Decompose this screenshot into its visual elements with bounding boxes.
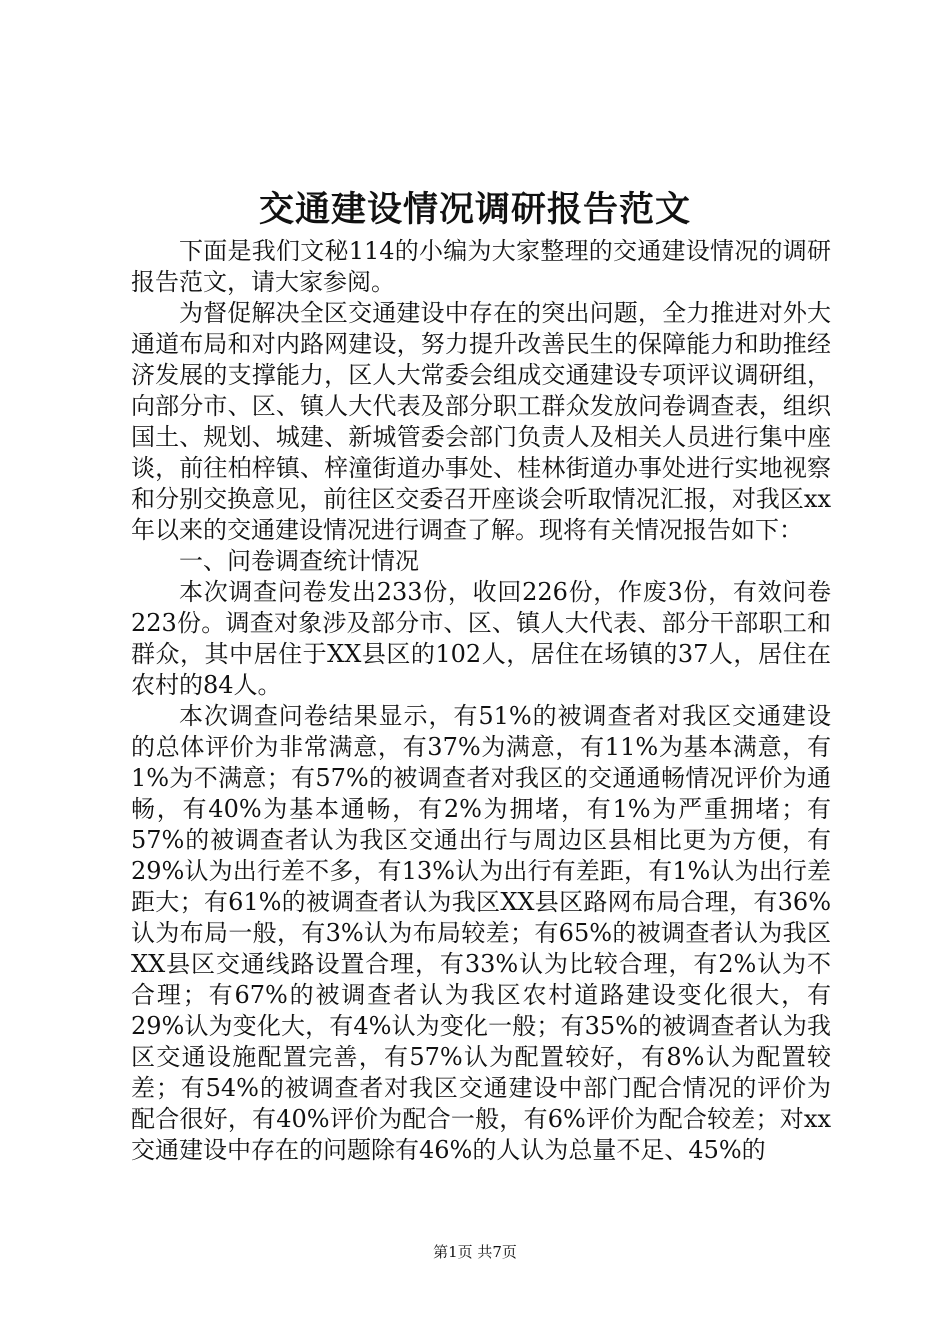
paragraph-intro: 下面是我们文秘114的小编为大家整理的交通建设情况的调研报告范文，请大家参阅。	[131, 237, 831, 296]
paragraph-background: 为督促解决全区交通建设中存在的突出问题，全力推进对外大通道布局和对内路网建设，努力提升改善民生的保障能力和助推经济发展的支撑能力，区人大常委会组成交通建设专项评议调研组，向部分市、区、镇人大代表及部分职工群众发放问卷调查表，组织国土、规划、城建、新城管委会部门负责人及相关人员进行集中座谈，前往柏梓镇、梓潼街道办事处、桂林街道办事处进行实地视察和分别交换意见，前往区交委召开座谈会听取情况汇报，对我区xx年以来的交通建设情况进行调查了解。现将有关情况报告如下：	[131, 299, 831, 544]
page-footer: 第1页 共7页	[433, 1243, 517, 1261]
paragraph-survey-results: 本次调查问卷结果显示，有51%的被调查者对我区交通建设的总体评价为非常满意，有37%为满意，有11%为基本满意，有1%为不满意；有57%的被调查者对我区的交通通畅情况评价为通畅，有40%为基本通畅，有2%为拥堵，有1%为严重拥堵；有57%的被调查者认为我区交通出行与周边区县相比更为方便，有29%认为出行差不多，有13%认为出行有差距，有1%认为出行差距大；有61%的被调查者认为我区XX县区路网布局合理，有36%认为布局一般，有3%认为布局较差；有65%的被调查者认为我区XX县区交通线路设置合理，有33%认为比较合理，有2%认为不合理；有67%的被调查者认为我区农村道路建设变化很大，有29%认为变化大，有4%认为变化一般；有35%的被调查者认为我区交通设施配置完善，有57%认为配置较好，有8%认为配置较差；有54%的被调查者对我区交通建设中部门配合情况的评价为配合很好，有40%评价为配合一般，有6%评价为配合较差；对xx交通建设中存在的问题除有46%的人认为总量不足、45%的	[131, 702, 831, 1164]
document-title: 交通建设情况调研报告范文	[258, 189, 691, 230]
document-body	[131, 236, 831, 1166]
paragraph-survey-overview: 本次调查问卷发出233份，收回226份，作废3份，有效问卷223份。调查对象涉及部分市、区、镇人大代表、部分干部职工和群众，其中居住于XX县区的102人，居住在场镇的37人，居住在农村的84人。	[131, 578, 831, 699]
section-heading-survey: 一、问卷调查统计情况	[179, 547, 419, 575]
